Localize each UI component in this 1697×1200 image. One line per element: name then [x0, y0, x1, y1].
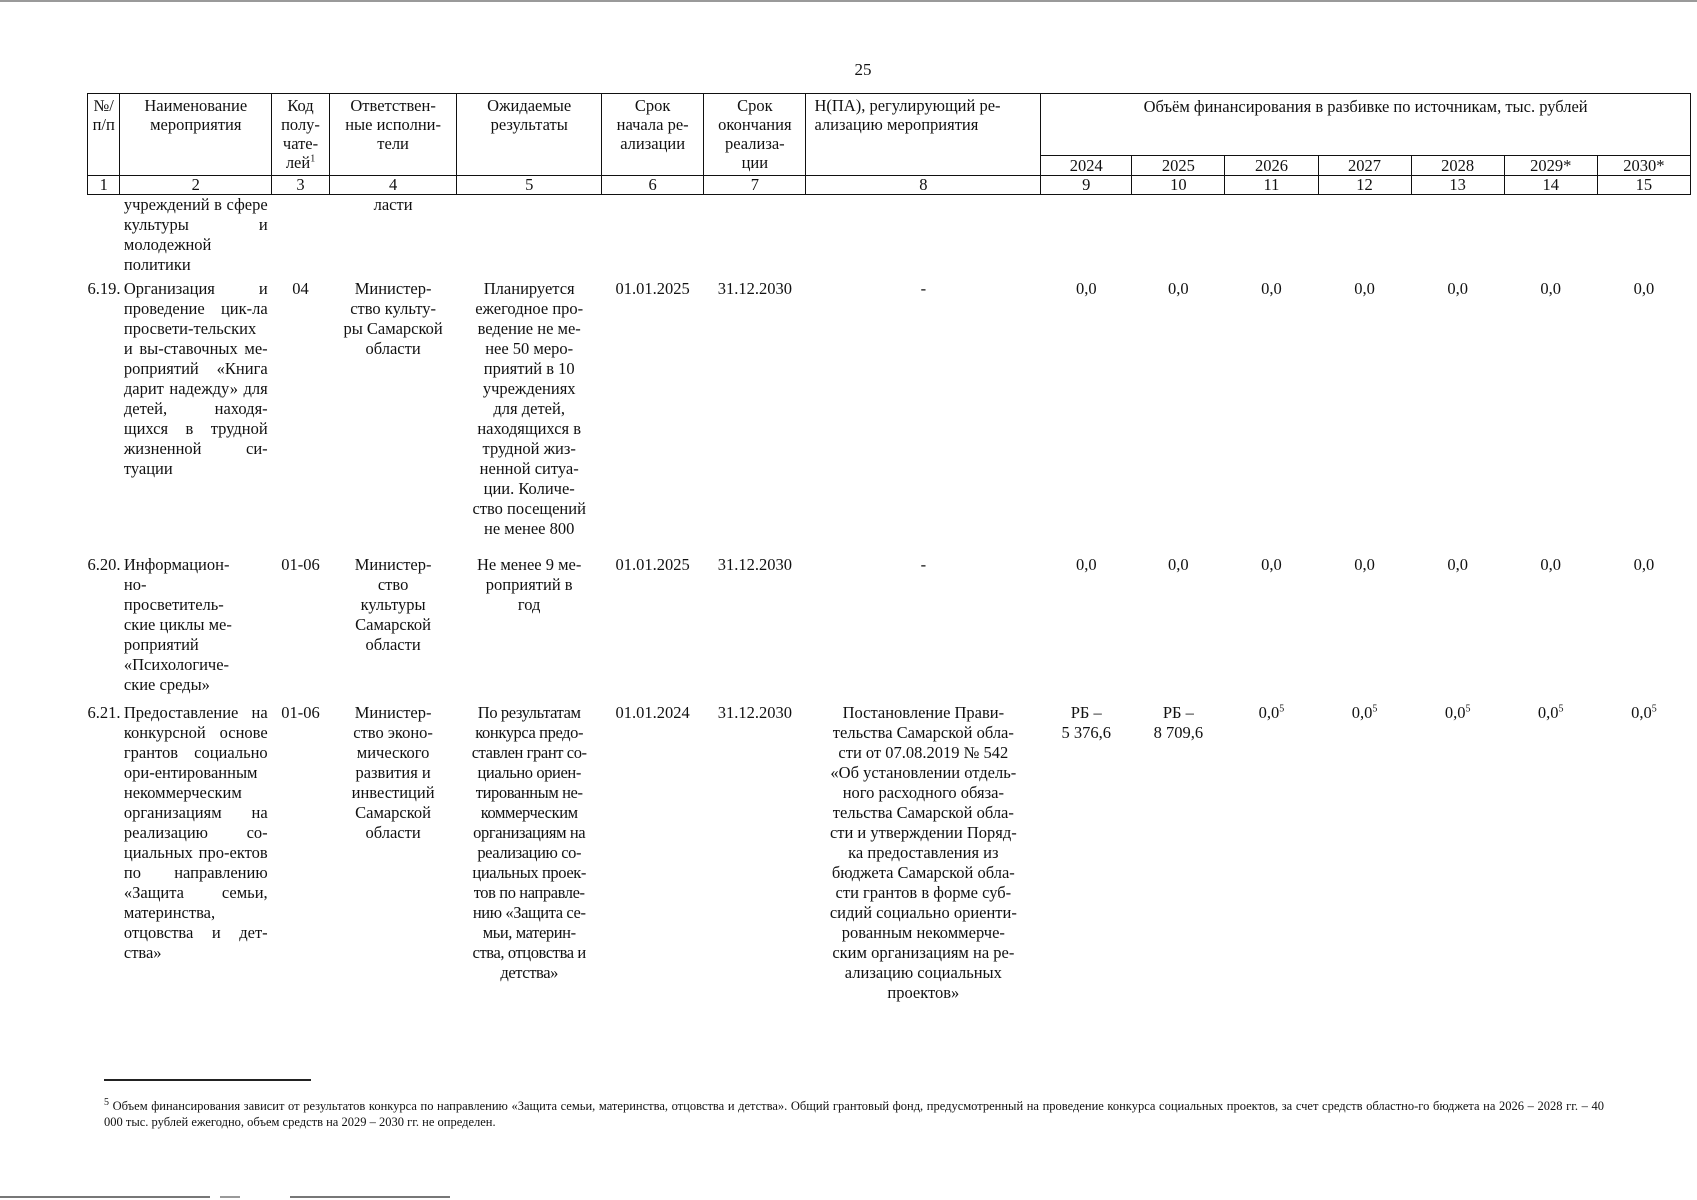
funding-2026 — [1225, 703, 1318, 1023]
scan-edge-bottom — [0, 1196, 450, 1198]
page-number: 25 — [854, 60, 872, 79]
recipient-code: 04 — [292, 278, 309, 298]
footnote-mark: 5 — [1651, 703, 1657, 714]
expected-results: Не менее 9 ме- роприятий в год — [477, 554, 582, 614]
header-code-footnote-mark: 1 — [310, 153, 316, 165]
column-number: 12 — [1318, 176, 1411, 195]
header-year-2024: 2024 — [1041, 156, 1132, 176]
measure-executors: ласти — [373, 195, 413, 214]
header-npa: Н(ПА), регулирующий ре- ализацию мероприятия — [806, 94, 1041, 176]
column-number: 7 — [704, 176, 806, 195]
funding-value: 0,0 — [1444, 702, 1466, 722]
header-results: Ожидаемые результаты — [457, 94, 602, 176]
header-funding: Объём финансирования в разбивке по источникам, тыс. рублей — [1041, 94, 1691, 156]
funding-2029: 0,0 — [1540, 278, 1562, 298]
funding-2027: 0,0 — [1354, 554, 1375, 574]
funding-2024: 0,0 — [1075, 278, 1097, 298]
header-year-2026: 2026 — [1225, 156, 1318, 176]
footnote-mark: 5 — [1372, 703, 1378, 714]
funding-2026: 0,0 — [1261, 278, 1282, 298]
column-number: 4 — [329, 176, 457, 195]
measure-name: Организация и проведение цик-ла просвети-тельских и вы-ставочных ме-роприятий «Книга дарит надежду» для детей, находя-щихся в трудной жизненной си-туации — [123, 278, 268, 478]
column-number: 6 — [602, 176, 704, 195]
regulating-act: - — [920, 278, 927, 298]
header-year-2029: 2029* — [1504, 156, 1597, 176]
measure-name: Предоставление на конкурсной основе грантов социально ори-ентированным некоммерческим организациям на реализацию со-циальных про-ектов по направлению «Защита семьи, материнства, отцовства и дет-ства» — [123, 702, 268, 962]
end-date: 31.12.2030 — [717, 554, 792, 574]
funding-2025: РБ – 8 709,6 — [1153, 702, 1204, 742]
table-row-6-21 — [88, 703, 1691, 1023]
column-number: 5 — [457, 176, 602, 195]
end-date: 31.12.2030 — [717, 278, 792, 298]
measure-executors: Министер- ство эконо- мического развития и инвестиций Самарской области — [351, 702, 435, 842]
header-number: №/ п/п — [88, 94, 120, 176]
header-name: Наименование мероприятия — [120, 94, 272, 176]
table-row-6-19 — [88, 279, 1691, 555]
column-number: 2 — [120, 176, 272, 195]
footnote-mark: 5 — [1558, 703, 1564, 714]
funding-2024: 0,0 — [1075, 554, 1097, 574]
measure-number: 6.21. — [87, 702, 121, 722]
expected-results: По результатам конкурса предо- ставлен грант со- циально ориен- тированным не- коммерческим организациям на реализацию со- циальных проек- тов по направле- нию «Защита се- мьи, материн- ства, отцовства и детства» — [471, 702, 587, 982]
footnote-mark: 5 — [1465, 703, 1471, 714]
funding-2025: 0,0 — [1168, 554, 1189, 574]
table-row-6-20 — [88, 555, 1691, 703]
funding-value: 0,0 — [1631, 702, 1652, 722]
footnote-mark: 5 — [1279, 703, 1285, 714]
column-number: 11 — [1225, 176, 1318, 195]
header-year-2030: 2030* — [1597, 156, 1690, 176]
funding-2030: 0,0 — [1633, 554, 1655, 574]
regulating-act: Постановление Прави- тельства Самарской обла- сти от 07.08.2019 № 542 «Об установлении отдель- ного расходного обяза- тельства Самарской обла- сти и утверждении Поряд- ка предоставления из бюджета Самарской обла- сти грантов в форме суб- сидий социально ориенти- рованным некоммерче- ским организациям на ре- ализацию социальных проектов» — [829, 702, 1017, 1002]
header-end: Срок окончания реализа- ции — [704, 94, 806, 176]
funding-2026: 0,0 — [1261, 554, 1282, 574]
funding-2027 — [1318, 703, 1411, 1023]
start-date: 01.01.2025 — [615, 278, 690, 298]
funding-2028: 0,0 — [1447, 554, 1468, 574]
funding-2029 — [1504, 703, 1597, 1023]
measure-number: 6.19. — [87, 278, 121, 298]
column-number: 1 — [88, 176, 120, 195]
funding-2027: 0,0 — [1354, 278, 1375, 298]
end-date: 31.12.2030 — [717, 702, 792, 722]
column-number: 3 — [272, 176, 330, 195]
funding-value: 0,0 — [1537, 702, 1559, 722]
column-number: 15 — [1597, 176, 1690, 195]
start-date: 01.01.2024 — [615, 702, 690, 722]
funding-value: 0,0 — [1351, 702, 1373, 722]
column-number: 10 — [1132, 176, 1225, 195]
funding-2024: РБ – 5 376,6 — [1061, 702, 1112, 742]
footnote-mark: 5 — [104, 1096, 109, 1108]
footnote-text: Объем финансирования зависит от результатов конкурса по направлению «Защита семьи, материнства, отцовства и детства». Общий грантовый фонд, предусмотренный на проведение конкурса социальных проектов, за счет средств областно-го бюджета на 2026 – 2028 гг. – 40 000 тыс. рублей ежегодно, объем средств на 2029 – 2030 гг. не определен. — [104, 1099, 1604, 1129]
funding-value: 0,0 — [1258, 702, 1280, 722]
footnote-divider — [104, 1079, 311, 1081]
measure-name: Информацион- но- просветитель- ские циклы ме- роприятий «Психологиче- ские среды» — [123, 554, 232, 694]
header-year-2025: 2025 — [1132, 156, 1225, 176]
funding-2025: 0,0 — [1168, 278, 1189, 298]
footnote — [104, 1098, 1604, 1130]
recipient-code: 01-06 — [281, 702, 320, 722]
measure-executors: Министер- ство культуры Самарской области — [354, 554, 432, 654]
measure-name: учреждений в сфере культуры и молодежной политики — [123, 195, 268, 274]
column-number: 14 — [1504, 176, 1597, 195]
start-date: 01.01.2025 — [615, 554, 690, 574]
header-start: Срок начала ре- ализации — [602, 94, 704, 176]
header-executors: Ответствен- ные исполни- тели — [329, 94, 457, 176]
measure-number: 6.20. — [87, 554, 121, 574]
column-number: 13 — [1411, 176, 1504, 195]
regulating-act: - — [920, 554, 927, 574]
header-year-2027: 2027 — [1318, 156, 1411, 176]
measures-table — [87, 93, 1691, 1023]
funding-2028 — [1411, 703, 1504, 1023]
column-number: 8 — [806, 176, 1041, 195]
measure-executors: Министер- ство культу- ры Самарской области — [343, 278, 443, 358]
funding-2030 — [1597, 703, 1690, 1023]
scan-edge-top — [0, 0, 1697, 2]
expected-results: Планируется ежегодное про- ведение не ме- нее 50 меро- приятий в 10 учреждениях для детей, находящихся в трудной жиз- ненной ситуа- ции. Количе- ство посещений не менее 800 — [472, 278, 586, 538]
column-number: 9 — [1041, 176, 1132, 195]
header-code — [272, 94, 330, 176]
header-year-2028: 2028 — [1411, 156, 1504, 176]
recipient-code: 01-06 — [281, 554, 320, 574]
funding-2028: 0,0 — [1447, 278, 1468, 298]
table-row-continuation — [88, 195, 1691, 279]
header-code-text: Код полу- чате- лей — [281, 96, 320, 172]
funding-2030: 0,0 — [1633, 278, 1655, 298]
funding-2029: 0,0 — [1540, 554, 1562, 574]
